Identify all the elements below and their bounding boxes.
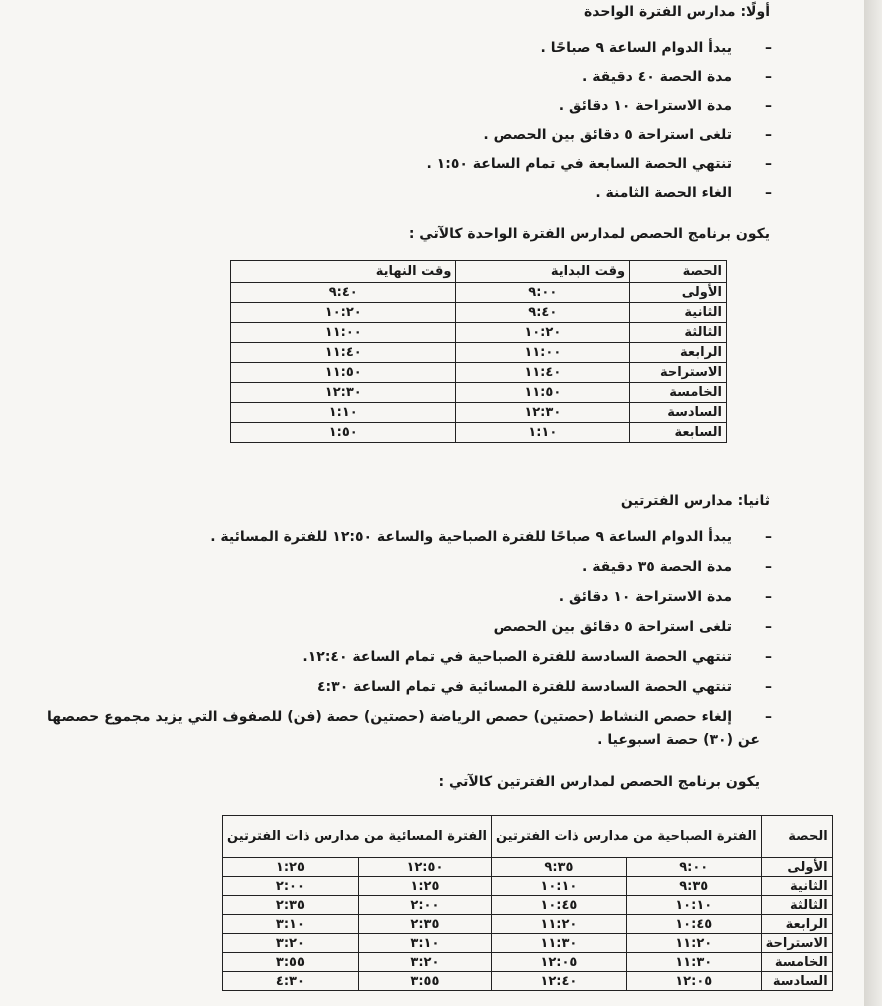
time-cell: ١١:٣٠: [626, 953, 761, 972]
time-cell: ٣:١٠: [223, 915, 359, 934]
rule-item: – تنتهي الحصة السادسة للفترة الصباحية في تمام الساعة ١٢:٤٠.: [47, 642, 772, 672]
time-cell: ١٢:٣٠: [456, 403, 630, 423]
section-heading-double-shift: ثانيا: مدارس الفترتين: [620, 493, 770, 509]
period-name-cell: الثانية: [630, 303, 727, 323]
dash-bullet: –: [765, 98, 772, 114]
time-cell: ١٠:١٠: [491, 877, 626, 896]
section-heading-single-shift: أولًا: مدارس الفترة الواحدة: [584, 4, 770, 20]
time-cell: ٢:٠٠: [358, 896, 491, 915]
rule-item: – إلغاء حصص النشاط (حصتين) حصص الرياضة (حصتين) حصة (فن) للصفوف التي يزيد مجموع حصصها: [47, 702, 772, 732]
time-cell: ١٠:٢٠: [456, 323, 630, 343]
period-name-cell: الأولى: [761, 858, 832, 877]
table-row: [223, 877, 833, 896]
time-cell: ٣:١٠: [358, 934, 491, 953]
period-name-cell: الاستراحة: [630, 363, 727, 383]
time-cell: ١٠:٤٥: [626, 915, 761, 934]
time-cell: ١١:٣٠: [491, 934, 626, 953]
bullet-continuation: عن (٣٠) حصة اسبوعيا .: [597, 732, 760, 748]
rule-item: – تلغى استراحة ٥ دقائق بين الحصص: [47, 612, 772, 642]
table-header-row: [223, 816, 833, 858]
period-name-cell: الرابعة: [761, 915, 832, 934]
time-cell: ١٢:٥٠: [358, 858, 491, 877]
table-row: [231, 403, 727, 423]
time-cell: ٩:٤٠: [456, 303, 630, 323]
time-cell: ١٢:٤٠: [491, 972, 626, 991]
col-header-morning-shift: الفترة الصباحية من مدارس ذات الفترتين: [491, 816, 761, 858]
dash-bullet: –: [765, 40, 772, 56]
period-name-cell: السادسة: [761, 972, 832, 991]
dash-bullet: –: [765, 589, 772, 605]
time-cell: ١٠:٢٠: [231, 303, 456, 323]
table-row: [223, 896, 833, 915]
table-row: [223, 972, 833, 991]
table-row: [223, 934, 833, 953]
double-shift-timetable: [222, 815, 833, 991]
rule-item: – مدة الاستراحة ١٠ دقائق .: [426, 92, 772, 121]
rule-item: – تنتهي الحصة السابعة في تمام الساعة ١:٥٠ .: [426, 150, 772, 179]
time-cell: ٩:٣٥: [626, 877, 761, 896]
time-cell: ١٢:٣٠: [231, 383, 456, 403]
period-name-cell: الرابعة: [630, 343, 727, 363]
rule-item: – يبدأ الدوام الساعة ٩ صباحًا للفترة الصباحية والساعة ١٢:٥٠ للفترة المسائية .: [47, 522, 772, 552]
rule-item: – تلغى استراحة ٥ دقائق بين الحصص .: [426, 121, 772, 150]
time-cell: ١١:٤٠: [231, 343, 456, 363]
table-row: [231, 363, 727, 383]
dash-bullet: –: [765, 185, 772, 201]
time-cell: ٢:٠٠: [223, 877, 359, 896]
table-intro-double-shift: يكون برنامج الحصص لمدارس الفترتين كالآتي :: [438, 774, 760, 790]
period-name-cell: الثانية: [761, 877, 832, 896]
dash-bullet: –: [765, 127, 772, 143]
table-row: [223, 858, 833, 877]
rule-item: – مدة الاستراحة ١٠ دقائق .: [47, 582, 772, 612]
time-cell: ١١:٠٠: [231, 323, 456, 343]
time-cell: ١٠:٤٥: [491, 896, 626, 915]
time-cell: ١١:٠٠: [456, 343, 630, 363]
time-cell: ١١:٥٠: [456, 383, 630, 403]
period-name-cell: السابعة: [630, 423, 727, 443]
table-row: [231, 323, 727, 343]
rule-item: – الغاء الحصة الثامنة .: [426, 179, 772, 208]
time-cell: ١١:٢٠: [491, 915, 626, 934]
time-cell: ٤:٣٠: [223, 972, 359, 991]
table-row: [231, 423, 727, 443]
rule-item: – مدة الحصة ٣٥ دقيقة .: [47, 552, 772, 582]
time-cell: ١٢:٠٥: [626, 972, 761, 991]
single-shift-rules: [426, 34, 772, 208]
time-cell: ١٠:١٠: [626, 896, 761, 915]
dash-bullet: –: [765, 559, 772, 575]
table-header-row: [231, 261, 727, 283]
table-row: [231, 303, 727, 323]
col-header-evening-shift: الفترة المسائية من مدارس ذات الفترتين: [223, 816, 492, 858]
time-cell: ١١:٤٠: [456, 363, 630, 383]
time-cell: ٣:٥٥: [223, 953, 359, 972]
time-cell: ١١:٥٠: [231, 363, 456, 383]
period-name-cell: السادسة: [630, 403, 727, 423]
table-row: [223, 953, 833, 972]
time-cell: ٩:٠٠: [626, 858, 761, 877]
dash-bullet: –: [765, 679, 772, 695]
period-name-cell: الخامسة: [630, 383, 727, 403]
dash-bullet: –: [765, 156, 772, 172]
single-shift-timetable: [230, 260, 727, 443]
dash-bullet: –: [765, 649, 772, 665]
time-cell: ١:٢٥: [358, 877, 491, 896]
time-cell: ٢:٣٥: [223, 896, 359, 915]
col-header-period: الحصة: [630, 261, 727, 283]
rule-item: – تنتهي الحصة السادسة للفترة المسائية في تمام الساعة ٤:٣٠: [47, 672, 772, 702]
col-header-period: الحصة: [761, 816, 832, 858]
period-name-cell: الخامسة: [761, 953, 832, 972]
table-intro-single-shift: يكون برنامج الحصص لمدارس الفترة الواحدة كالآتي :: [408, 226, 770, 242]
time-cell: ٣:٥٥: [358, 972, 491, 991]
page-edge: [864, 0, 882, 1006]
table-row: [223, 915, 833, 934]
rule-item: – مدة الحصة ٤٠ دقيقة .: [426, 63, 772, 92]
time-cell: ١:٥٠: [231, 423, 456, 443]
dash-bullet: –: [765, 529, 772, 545]
col-header-start: وقت البداية: [456, 261, 630, 283]
period-name-cell: الاستراحة: [761, 934, 832, 953]
time-cell: ١١:٢٠: [626, 934, 761, 953]
double-shift-rules: [47, 522, 772, 732]
table-row: [231, 383, 727, 403]
time-cell: ١٢:٠٥: [491, 953, 626, 972]
table-row: [231, 343, 727, 363]
dash-bullet: –: [765, 619, 772, 635]
time-cell: ١:٢٥: [223, 858, 359, 877]
time-cell: ٩:٠٠: [456, 283, 630, 303]
time-cell: ١:١٠: [456, 423, 630, 443]
period-name-cell: الثالثة: [761, 896, 832, 915]
time-cell: ٣:٢٠: [223, 934, 359, 953]
dash-bullet: –: [765, 69, 772, 85]
period-name-cell: الأولى: [630, 283, 727, 303]
time-cell: ٩:٣٥: [491, 858, 626, 877]
time-cell: ٣:٢٠: [358, 953, 491, 972]
period-name-cell: الثالثة: [630, 323, 727, 343]
time-cell: ٢:٣٥: [358, 915, 491, 934]
col-header-end: وقت النهاية: [231, 261, 456, 283]
time-cell: ١:١٠: [231, 403, 456, 423]
table-row: [231, 283, 727, 303]
dash-bullet: –: [765, 709, 772, 725]
rule-item: – يبدأ الدوام الساعة ٩ صباحًا .: [426, 34, 772, 63]
time-cell: ٩:٤٠: [231, 283, 456, 303]
